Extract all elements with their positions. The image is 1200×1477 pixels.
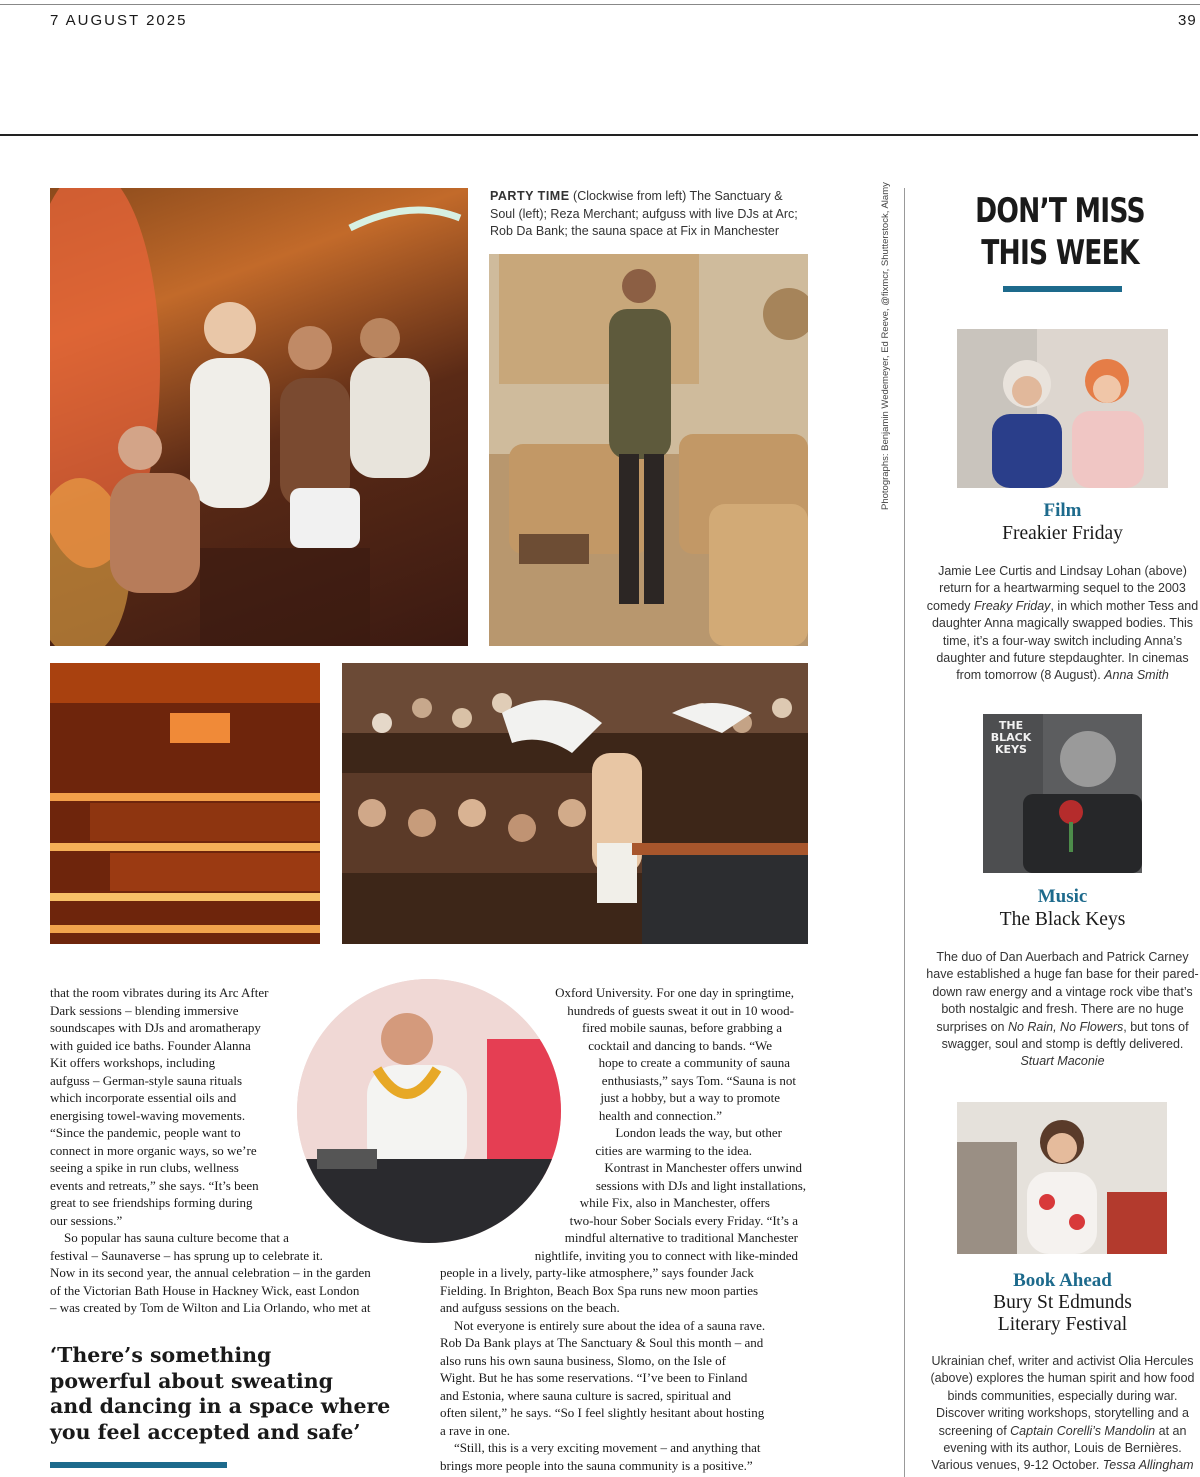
article-column-1: that the room vibrates during its Arc After Dark sessions – blending immersive soundscapes with DJs and aromatherapy with guided ice baths. Founder Alanna Kit offers workshops, including aufguss – German-style sauna rituals which incorporate essential oils and energising towel-waving movements. “Since the pandemic, people want to connect in more organic ways, so we’re seeing a spike in run clubs, wellness events and retreats,” she says. “It’s been great to see friendships forming during our sessions.” So popular has sauna culture become that a festival – Saunaverse – has sprung up to celebrate it. Now in its second year, the annual celebration – in the garden of the Victorian Bath House in Hackney Wick, east London – was created by Tom de Wilton and Lia Orlando, who met at <box>50 985 371 1315</box>
article-column-2: Oxford University. For one day in springtime, hundreds of guests sweat it out in 10 wood- fired mobile saunas, before grabbing a cocktail and dancing to bands. “We hope to create a community of sauna enthusiasts,” says Tom. “Sauna is not just a hobby, but a way to promote health and connection.” London leads the way, but other cities are warming to the idea. Kontrast in Manchester offers unwind sessions with DJs and light installations, while Fix, also in Manchester, offers two-hour Sober Socials every Friday. “It’s a mindful alternative to traditional Manchester nightlife, inviting you to connect with like-minded people in a lively, party-like atmosphere,” says founder Jack Fielding. In Brighton, Beach Box Spa runs new moon parties and aufguss sessions on the beach. Not everyone is entirely sure about the idea of a sauna rave. Rob Da Bank plays at The Sanctuary & Soul this month – and also runs his own sauna business, Slomo, on the Isle of Wight. But he has some reservations. “I’ve been to Finland and Estonia, where sauna culture is sacred, spiritual and often silent,” he says. “So I feel slightly hesitant about hosting a rave in one. “Still, this is a very exciting movement – and anything that brings more people into the sauna community is a positive.” <box>440 985 806 1473</box>
book-ahead-title <box>920 1292 1200 1336</box>
film-description: Jamie Lee Curtis and Lindsay Lohan (above) return for a heartwarming sequel to the 2003 comedy Freaky Friday, in which mother Tess and daughter Anna magically swapped bodies. This time, it’s a four-way switch including Anna’s daughter and future stepdaughter. In cinemas from tomorrow (8 August). Anna Smith <box>926 564 1199 683</box>
sidebar-heading-line2: THIS WEEK <box>981 233 1139 273</box>
music-title: The Black Keys <box>999 909 1126 930</box>
caption-text: (Clockwise from left) The Sanctuary & Soul (left); Reza Merchant; aufguss with live DJs at Arc; Rob Da Bank; the sauna space at Fix in Manchester <box>490 189 798 238</box>
column-separator <box>904 188 905 1477</box>
film-author: Anna Smith <box>1104 668 1169 683</box>
photo-credit <box>880 182 900 510</box>
book-ahead-title-line1: Bury St Edmunds <box>993 1292 1132 1313</box>
book-ahead-category: Book Ahead <box>1013 1270 1112 1291</box>
music-category: Music <box>1037 886 1088 907</box>
sidebar-heading <box>951 190 1169 274</box>
issue-date: 7 AUGUST 2025 <box>50 12 188 29</box>
pull-quote-bar <box>50 1462 227 1468</box>
freakier-friday-photo <box>957 329 1168 488</box>
pull-quote: ‘There’s something powerful about sweating and dancing in a space where you feel accepted and safe’ <box>50 1343 391 1444</box>
reza-merchant-photo <box>489 254 808 646</box>
book-ahead-description: Ukrainian chef, writer and activist Olia Hercules (above) explores the human spirit and how food binds communities, especially during war. Discover writing workshops, storytelling and a screening of Captain Corelli’s Mandolin at an evening with its author, Louis de Bernières. Various venues, 9-12 October. Tessa Allingham <box>930 1354 1195 1473</box>
aufguss-crowd-photo <box>342 663 808 944</box>
book-ahead-author: Tessa Allingham <box>1102 1458 1194 1473</box>
olia-hercules-photo <box>957 1102 1167 1254</box>
empty-sauna-photo <box>50 663 320 944</box>
album-art-text: THE BLACK KEYS <box>990 719 1032 756</box>
top-rule <box>0 4 1200 5</box>
photo-caption <box>490 188 810 241</box>
film-category: Film <box>1043 500 1082 521</box>
film-title: Freakier Friday <box>1002 523 1123 544</box>
page-number: 39 <box>1178 12 1197 29</box>
header-rule <box>0 134 1198 136</box>
music-author: Stuart Maconie <box>1020 1054 1105 1069</box>
sidebar-heading-bar <box>1003 286 1122 292</box>
sauna-party-photo <box>50 188 468 646</box>
sidebar-heading-line1: DON’T MISS <box>975 191 1145 231</box>
music-description: The duo of Dan Auerbach and Patrick Carney have established a huge fan base for their pared-down raw energy and a vintage rock vibe that’s both nostalgic and fresh. There are no huge surprises on No Rain, No Flowers, but tons of swagger, soul and stomp is deftly delivered. Stuart Maconie <box>926 950 1199 1069</box>
black-keys-album-art <box>983 714 1142 873</box>
caption-label: PARTY TIME <box>490 189 570 203</box>
photo-credit-text: Photographs: Benjamin Wedemeyer, Ed Reeve, @fixmcr, Shutterstock, Alamy <box>880 182 891 510</box>
book-ahead-title-line2: Literary Festival <box>997 1314 1128 1335</box>
